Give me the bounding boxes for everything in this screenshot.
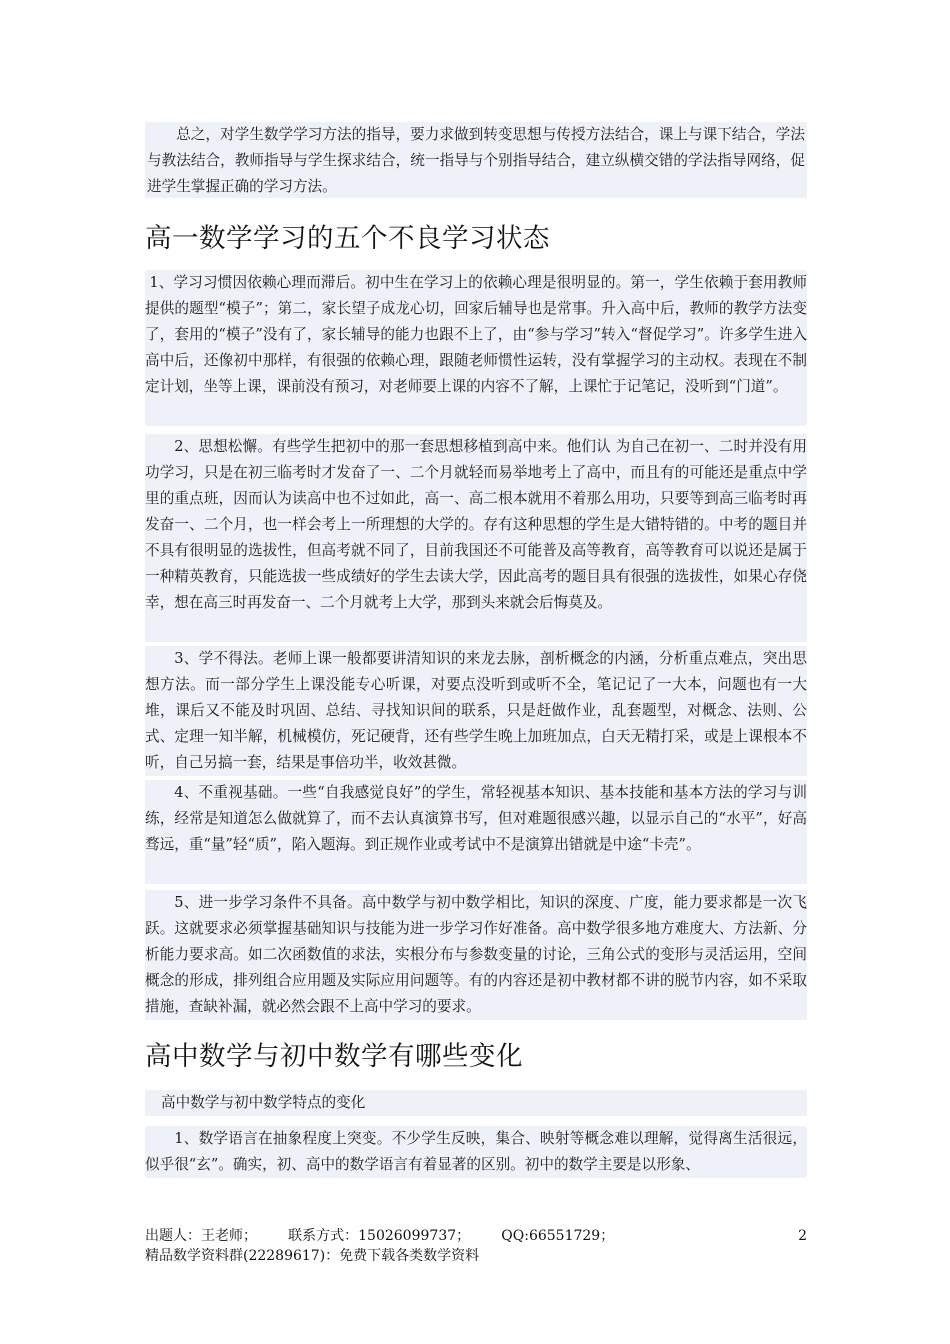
state-1-paragraph: 1、学习习惯因依赖心理而滞后。初中生在学习上的依赖心理是很明显的。第一，学生依赖于套用教师提供的题型“模子”；第二，家长望子成龙心切，回家后辅导也是常事。升入高中后，教师的教学方法变了，套用的“模子”没有了，家长辅导的能力也跟不上了，由“参与学习”转入“督促学习”。许多学生进入高中后，还像初中那样，有很强的依赖心理，跟随老师惯性运转，没有掌握学习的主动权。表现在不制定计划，坐等上课，课前没有预习，对老师要上课的内容不了解，上课忙于记笔记，没听到“门道”。 [145, 274, 807, 395]
section-heading-changes: 高中数学与初中数学有哪些变化 [145, 1041, 523, 1072]
subtitle-text: 高中数学与初中数学特点的变化 [161, 1094, 366, 1111]
state-3-block [145, 646, 807, 776]
state-1-block [145, 270, 807, 426]
state-3-paragraph: 3、学不得法。老师上课一般都要讲清知识的来龙去脉，剖析概念的内涵，分析重点难点，突出思想方法。而一部分学生上课没能专心听课，对要点没听到或听不全，笔记记了一大本，问题也有一大堆，课后又不能及时巩固、总结、寻找知识间的联系，只是赶做作业，乱套题型，对概念、法则、公式、定理一知半解，机械模仿，死记硬背，还有些学生晚上加班加点，白天无精打采，或是上课根本不听，自己另搞一套，结果是事倍功半，收效甚微。 [145, 650, 807, 771]
state-4-paragraph: 4、不重视基础。一些“自我感觉良好”的学生，常轻视基本知识、基本技能和基本方法的学习与训练，经常是知道怎么做就算了，而不去认真演算书写，但对难题很感兴趣，以显示自己的“水平”，好高骛远，重“量”轻“质”，陷入题海。到正规作业或考试中不是演算出错就是中途“卡壳”。 [145, 784, 807, 853]
language-change-block [145, 1126, 807, 1178]
language-change-paragraph: 1、数学语言在抽象程度上突变。不少学生反映，集合、映射等概念难以理解，觉得离生活很远，似乎很“玄”。确实，初、高中的数学语言有着显著的区别。初中的数学主要是以形象、 [145, 1130, 807, 1173]
state-2-paragraph: 2、思想松懈。有些学生把初中的那一套思想移植到高中来。他们认 为自己在初一、二时并没有用功学习，只是在初三临考时才发奋了一、二个月就轻而易举地考上了高中，而且有的可能还是重点中学里的重点班，因而认为读高中也不过如此，高一、高二根本就用不着那么用功，只要等到高三临考时再发奋一、二个月，也一样会考上一所理想的大学的。存有这种思想的学生是大错特错的。中考的题目并不具有很明显的选拔性，但高考就不同了，目前我国还不可能普及高等教育，高等教育可以说还是属于一种精英教育，只能选拔一些成绩好的学生去读大学，因此高考的题目具有很强的选拔性，如果心存侥幸，想在高三时再发奋一、二个月就考上大学，那到头来就会后悔莫及。 [145, 438, 807, 611]
footer-group-line: 精品数学资料群(22289617)：免费下载各类数学资料 [145, 1248, 480, 1264]
intro-paragraph: 总之，对学生数学学习方法的指导，要力求做到转变思想与传授方法结合，课上与课下结合，学法与教法结合，教师指导与学生探求结合，统一指导与个别指导结合，建立纵横交错的学法指导网络，促进学生掌握正确的学习方法。 [147, 126, 805, 195]
footer-contact-line: 出题人：王老师； 联系方式：15026099737； QQ:66551729； [145, 1228, 615, 1244]
state-4-block [145, 780, 807, 884]
intro-block [145, 122, 807, 198]
state-5-paragraph: 5、进一步学习条件不具备。高中数学与初中数学相比，知识的深度、广度，能力要求都是一次飞跃。这就要求必须掌握基础知识与技能为进一步学习作好准备。高中数学很多地方难度大、方法新、分析能力要求高。如二次函数值的求法，实根分布与参数变量的讨论，三角公式的变形与灵活运用，空间概念的形成，排列组合应用题及实际应用问题等。有的内容还是初中教材都不讲的脱节内容，如不采取措施，查缺补漏，就必然会跟不上高中学习的要求。 [145, 894, 807, 1015]
state-5-block [145, 890, 807, 1020]
subtitle-block [145, 1090, 807, 1116]
page-number: 2 [798, 1228, 807, 1244]
state-2-block [145, 434, 807, 642]
section-heading-bad-states: 高一数学学习的五个不良学习状态 [145, 223, 550, 254]
page-footer [145, 1226, 807, 1266]
